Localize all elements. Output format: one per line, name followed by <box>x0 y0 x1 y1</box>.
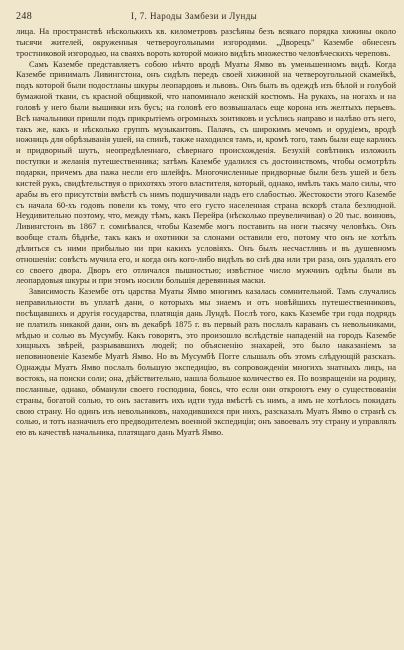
paragraph: Самъ Казембе представляетъ собою нѣчто вродѣ Муаты Ямво въ уменьшенномъ видѣ. Когда Казембе принималъ Ливингстона, онъ сидѣлъ передъ своей хижиной на четвероугольной скамейкѣ, подъ которой были подостланы шкуры леопардовъ и львовъ. Онъ былъ въ одеждѣ изъ бѣлой и голубой бумажной ткани, съ красной общивкой, что напоминало женскій костюмъ. На рукахъ, на ногахъ и на головѣ у него были вышивки изъ бусъ; на головѣ его возвышалась еще корона изъ желтыхъ перьевъ. Всѣ начальники пришли подъ прикрытіемъ огромныхъ зонтиковъ и усѣлись направо и налѣво отъ него, такъ же, какъ и нѣсколько группъ музыкантовъ. Палачъ, съ широкимъ мечомъ и орудіемъ, вродѣ ножницъ для обрѣзыванія ушей, на спинѣ, также находился тамъ, и, кромѣ того, тамъ были еще карликъ и придворный шутъ, неопредѣленнаго, сѣвернаго происхожденія. Безухій совѣтникъ изложилъ поступки и желанія путешественника; затѣмъ Казембе удалился съ достоинствомъ, чтобы осмотрѣть подарки, причемъ два пажа несли его шлейфъ. Многочисленные придворные были безъ ушей и безъ кистей рукъ, свидѣтельствуя о прихотяхъ этого властителя, который, однако, имѣлъ такъ мало силы, что арабы въ его присутствіи вмѣстѣ съ нимъ подшучивали надъ его слабостью. Жестокости этого Казембе съ начала 60-хъ годовъ повели къ тому, что его густо населенная страна вскорѣ стала безлюдной. Неудивительно поэтому, что, между тѣмъ, какъ Перейра (нѣсколько преувеличивая) о 20 тыс. воиновъ, Ливингстонъ въ 1867 г. сомнѣвался, чтобы Казембе могъ поставить на ноги тысячу человѣкъ. Онъ вообще сталъ бѣднѣе, такъ какъ и охотники за слонами оставили его, потому что онъ не хотѣлъ дѣлиться съ ними прибылью ни при какихъ условіяхъ. Онъ былъ несчастливъ и въ душевномъ отношеніи: совѣсть мучила его, и когда онъ кого-либо видѣлъ во снѣ два или три раза, онъ удалялъ его со своего двора. Дворъ его отличался пышностью; извѣстное число мужчинъ одѣты были въ леопардовыя шкуры и при этомъ носили большія деревянныя маски. <box>16 58 396 286</box>
paragraph: лица. На пространствѣ нѣсколькихъ кв. километровъ разсѣяны безъ всякаго порядка хижины около тысячи жителей, окруженныя четвероугольными изгородями. „Дворецъ" Казембе обнесенъ тростниковой изгородью, на сваяхъ вороть которой можно видѣть множество человѣческихъ череповъ. <box>16 26 396 58</box>
paragraph: Зависимость Казембе отъ царства Муаты Ямво многимъ казалась сомнительной. Тамъ случались неправильности въ уплатѣ дани, о которыхъ мы знаемъ и отъ новѣйшихъ путешественниковъ, посѣщавшихъ и другія государства, платящія дань Лундѣ. Послѣ того, какъ Казембе три года подрядъ не платилъ никакой дани, онъ въ декабрѣ 1875 г. въ первый разъ послалъ караванъ съ невольниками, мѣдью и солью въ Мусумбу. Какъ говорятъ, это произошло вслѣдствіе нападеній на городъ Казембе хищныхъ звѣрей, разрывавшихъ людей; по объясненію знахарей, это было наказаніемъ за неповиновеніе Казембе Муатѣ Ямво. Но въ Мусумбѣ Погге слышалъ объ этомъ слѣдующій разсказъ. Однажды Муатъ Ямво послалъ большую экспедицію, въ сопровожденіи многихъ знатныхъ лицъ, на востокъ, на поиски соли; она, дѣйствительно, нашла большое количество ея. По возвращеніи на родину, посланные, однако, обманули своего господина, боясь, что если они откроютъ ему о существованіи страны, богатой солью, то онъ заставитъ ихъ идти туда вмѣстѣ съ нимъ, а имъ не хотѣлось покидать свою страну. Но одинъ изъ невольниковъ, находившихся при нихъ, разсказалъ Муатъ Ямво о странѣ съ солью, и тотъ назначилъ его предводителемъ военной экспедиціи; онъ завоевалъ эту страну и управлялъ ею въ качествѣ начальника, платящаго дань Муатѣ Ямво. <box>16 286 396 438</box>
page-body <box>16 26 396 438</box>
page-header <box>16 11 396 22</box>
page-number: 248 <box>16 11 33 22</box>
running-title: I, 7. Народы Замбези и Лунды <box>131 11 258 21</box>
